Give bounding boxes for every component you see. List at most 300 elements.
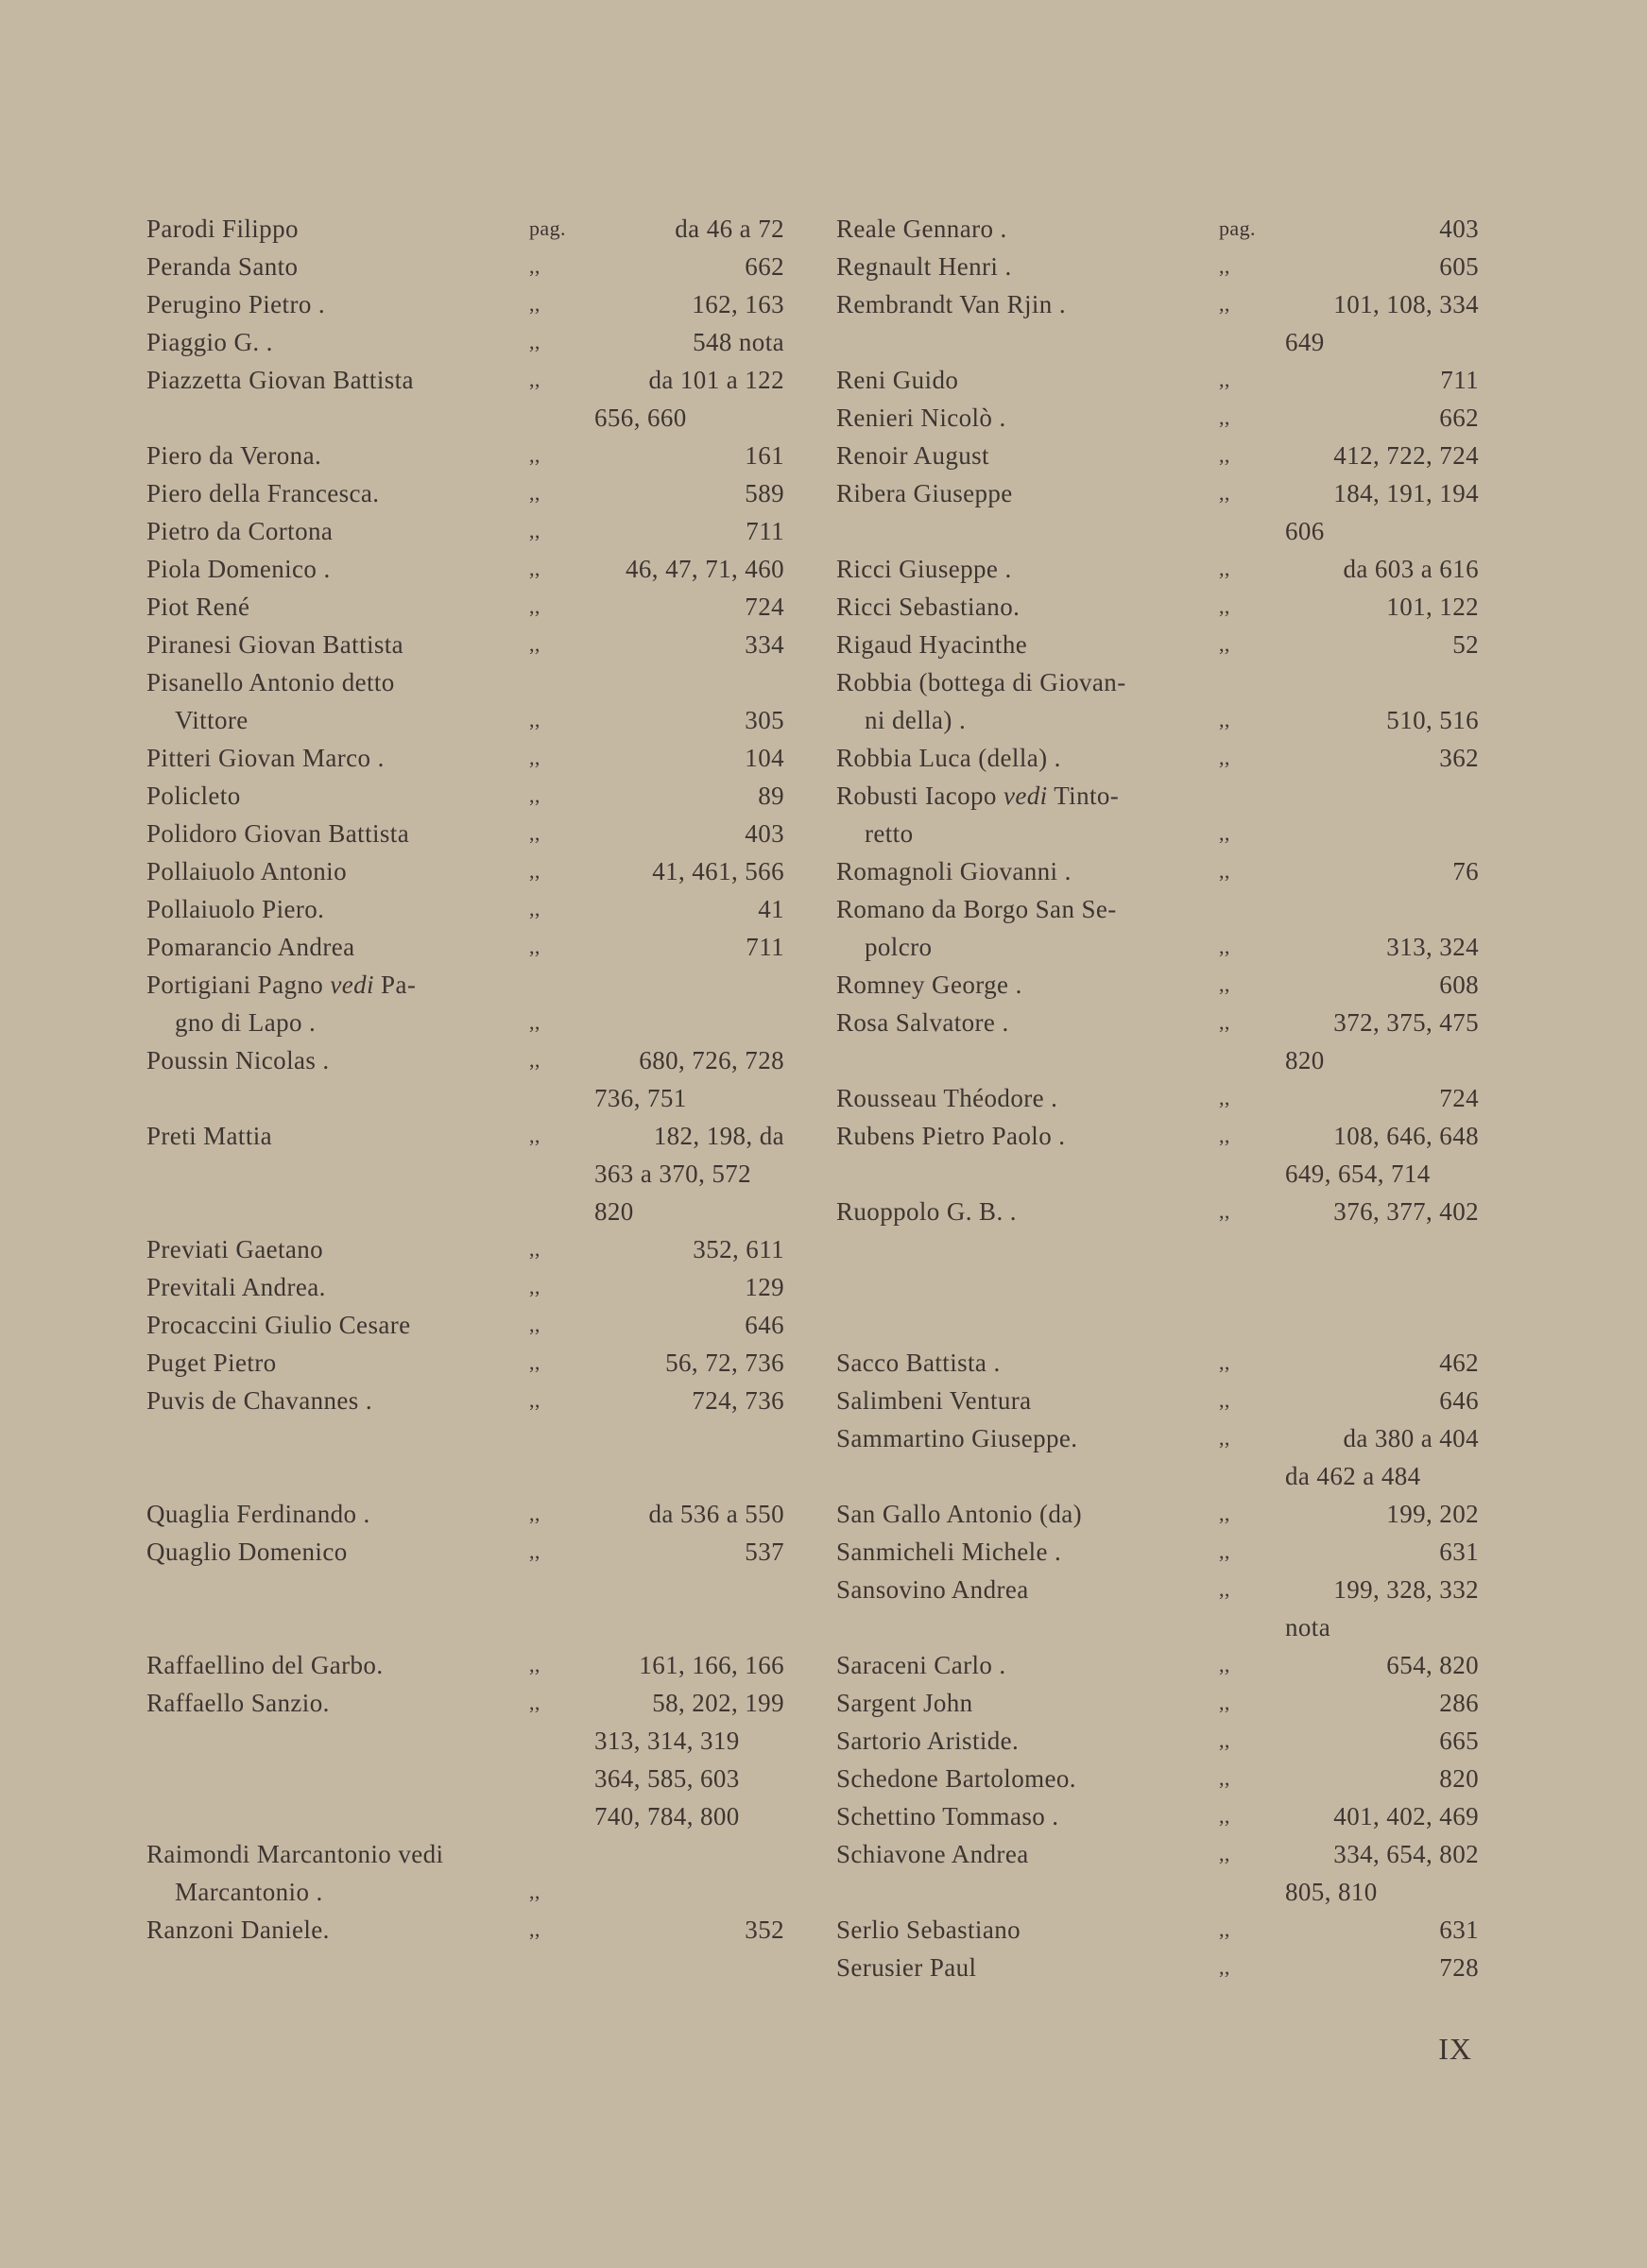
- entry-pages: 199, 328, 332: [1333, 1575, 1479, 1604]
- page-number: IX: [1438, 2032, 1472, 2066]
- entry-name: Piero da Verona.: [146, 441, 322, 470]
- entry-pages: 334: [745, 630, 784, 659]
- entry-name: Schettino Tommaso .: [836, 1802, 1059, 1830]
- entry-name: Quaglio Domenico: [146, 1538, 348, 1566]
- index-entry: [836, 1382, 1479, 1419]
- index-entry: [146, 966, 784, 1004]
- index-spacer: [146, 1419, 784, 1457]
- index-spacer: [146, 1457, 784, 1495]
- entry-name: Robusti Iacopo vedi Tinto-: [836, 782, 1120, 810]
- entry-pages: 372, 375, 475: [1333, 1008, 1479, 1037]
- entry-name: Sammartino Giuseppe.: [836, 1424, 1078, 1452]
- entry-pages: 104: [745, 744, 784, 772]
- index-spacer: [836, 1306, 1479, 1344]
- index-entry: [836, 701, 1479, 739]
- index-entry: [146, 1835, 784, 1873]
- entry-name: Raimondi Marcantonio vedi: [146, 1840, 444, 1868]
- entry-pages: 403: [745, 819, 784, 848]
- ditto-mark: ,,: [529, 1917, 540, 1941]
- index-entry: [836, 739, 1479, 777]
- index-entry: [836, 1117, 1479, 1155]
- entry-pages: 305: [745, 706, 784, 734]
- entry-name: polcro: [865, 933, 933, 961]
- index-entry: [146, 1646, 784, 1684]
- entry-pages: 740, 784, 800: [594, 1802, 740, 1830]
- entry-name: Schedone Bartolomeo.: [836, 1764, 1076, 1793]
- entry-pages: 605: [1439, 252, 1479, 281]
- ditto-mark: ,,: [1219, 821, 1230, 845]
- index-entry: [836, 399, 1479, 437]
- entry-pages: 286: [1439, 1689, 1479, 1717]
- index-entry: [836, 1155, 1479, 1193]
- index-entry: [836, 1344, 1479, 1382]
- entry-pages: 363 a 370, 572: [594, 1160, 752, 1188]
- ditto-mark: ,,: [529, 443, 540, 467]
- ditto-mark: ,,: [529, 1237, 540, 1261]
- index-entry: [146, 361, 784, 399]
- index-entry: [146, 1533, 784, 1571]
- ditto-mark: ,,: [1219, 1502, 1230, 1525]
- ditto-mark: ,,: [1219, 405, 1230, 429]
- index-entry: [836, 1835, 1479, 1873]
- index-entry: [146, 550, 784, 588]
- index-entry: [836, 1684, 1479, 1722]
- entry-pages: 631: [1439, 1538, 1479, 1566]
- entry-name: Ruoppolo G. B. .: [836, 1197, 1017, 1226]
- index-entry: [146, 928, 784, 966]
- ditto-mark: ,,: [529, 1880, 540, 1903]
- ditto-mark: pag.: [1219, 216, 1256, 240]
- ditto-mark: ,,: [529, 746, 540, 769]
- index-column-right: [836, 210, 1479, 1986]
- ditto-mark: ,,: [1219, 1350, 1230, 1374]
- ditto-mark: ,,: [1219, 1766, 1230, 1790]
- entry-pages: 631: [1439, 1916, 1479, 1944]
- entry-name: Previtali Andrea.: [146, 1273, 326, 1301]
- entry-name: Sansovino Andrea: [836, 1575, 1029, 1604]
- index-entry: [836, 1193, 1479, 1230]
- ditto-mark: ,,: [1219, 1577, 1230, 1601]
- ditto-mark: ,,: [529, 594, 540, 618]
- index-entry: [836, 777, 1479, 815]
- index-entry: [146, 1797, 784, 1835]
- ditto-mark: ,,: [529, 557, 540, 580]
- entry-pages: 662: [745, 252, 784, 281]
- ditto-mark: ,,: [529, 1388, 540, 1412]
- entry-pages: 462: [1439, 1349, 1479, 1377]
- entry-name: Sanmicheli Michele .: [836, 1538, 1062, 1566]
- ditto-mark: ,,: [1219, 972, 1230, 996]
- index-entry: [836, 626, 1479, 663]
- entry-name: Serusier Paul: [836, 1953, 977, 1982]
- entry-pages: 313, 324: [1386, 933, 1479, 961]
- ditto-mark: ,,: [1219, 1955, 1230, 1979]
- entry-pages: 665: [1439, 1727, 1479, 1755]
- entry-name: Reni Guido: [836, 366, 959, 394]
- entry-name: Portigiani Pagno vedi Pa-: [146, 971, 417, 999]
- ditto-mark: ,,: [1219, 1804, 1230, 1828]
- index-entry: [836, 1949, 1479, 1986]
- entry-pages: 352, 611: [693, 1235, 784, 1263]
- index-entry: [146, 399, 784, 437]
- entry-pages: 46, 47, 71, 460: [626, 555, 784, 583]
- entry-pages: 711: [746, 517, 784, 545]
- ditto-mark: ,,: [529, 897, 540, 920]
- index-entry: [146, 777, 784, 815]
- ditto-mark: ,,: [529, 783, 540, 807]
- entry-name: Ranzoni Daniele.: [146, 1916, 330, 1944]
- entry-pages: 129: [745, 1273, 784, 1301]
- entry-name: Raffaellino del Garbo.: [146, 1651, 384, 1679]
- index-entry: [836, 1911, 1479, 1949]
- index-entry: [836, 1004, 1479, 1041]
- entry-pages: 724, 736: [692, 1386, 784, 1415]
- entry-name: Piero della Francesca.: [146, 479, 380, 507]
- ditto-mark: ,,: [529, 1313, 540, 1336]
- entry-name: Ricci Sebastiano.: [836, 593, 1021, 621]
- index-entry: [836, 361, 1479, 399]
- entry-name: Poussin Nicolas .: [146, 1046, 330, 1074]
- entry-pages: 352: [745, 1916, 784, 1944]
- ditto-mark: ,,: [1219, 1086, 1230, 1109]
- entry-name: Piazzetta Giovan Battista: [146, 366, 414, 394]
- entry-pages: 646: [1439, 1386, 1479, 1415]
- index-entry: [836, 512, 1479, 550]
- entry-pages: 161, 166, 166: [639, 1651, 784, 1679]
- index-entry: [146, 1760, 784, 1797]
- ditto-mark: ,,: [529, 821, 540, 845]
- index-entry: [146, 323, 784, 361]
- index-entry: [146, 1873, 784, 1911]
- entry-name: Pollaiuolo Antonio: [146, 857, 347, 885]
- ditto-mark: ,,: [529, 1653, 540, 1676]
- index-entry: [836, 1873, 1479, 1911]
- entry-pages: 656, 660: [594, 404, 687, 432]
- index-entry: [146, 663, 784, 701]
- index-entry: [836, 285, 1479, 323]
- entry-pages: 649: [1285, 328, 1325, 356]
- entry-name: Preti Mattia: [146, 1122, 273, 1150]
- entry-pages: 728: [1439, 1953, 1479, 1982]
- index-entry: [836, 852, 1479, 890]
- entry-name: Serlio Sebastiano: [836, 1916, 1021, 1944]
- entry-pages: 401, 402, 469: [1333, 1802, 1479, 1830]
- entry-pages: 662: [1439, 404, 1479, 432]
- index-entry: [836, 1797, 1479, 1835]
- entry-name: Romano da Borgo San Se-: [836, 895, 1117, 923]
- ditto-mark: pag.: [529, 216, 566, 240]
- entry-pages: 820: [594, 1197, 634, 1226]
- ditto-mark: ,,: [1219, 1426, 1230, 1450]
- entry-pages: 182, 198, da: [653, 1122, 784, 1150]
- index-entry: [836, 323, 1479, 361]
- index-entry: [146, 1268, 784, 1306]
- entry-pages: 711: [1440, 366, 1479, 394]
- ditto-mark: ,,: [1219, 1917, 1230, 1941]
- entry-pages: 364, 585, 603: [594, 1764, 740, 1793]
- ditto-mark: ,,: [1219, 254, 1230, 278]
- ditto-mark: ,,: [1219, 1653, 1230, 1676]
- ditto-mark: ,,: [1219, 746, 1230, 769]
- ditto-mark: ,,: [529, 1275, 540, 1298]
- ditto-mark: ,,: [1219, 557, 1230, 580]
- entry-name: Rousseau Théodore .: [836, 1084, 1058, 1112]
- ditto-mark: ,,: [529, 708, 540, 731]
- entry-name: Piot René: [146, 593, 250, 621]
- ditto-mark: ,,: [1219, 594, 1230, 618]
- ditto-mark: ,,: [529, 1502, 540, 1525]
- entry-name: Piaggio G. .: [146, 328, 273, 356]
- index-entry: [146, 701, 784, 739]
- ditto-mark: ,,: [529, 1010, 540, 1034]
- entry-pages: da 380 a 404: [1343, 1424, 1479, 1452]
- index-spacer: [146, 1608, 784, 1646]
- index-entry: [146, 1382, 784, 1419]
- index-entry: [146, 1117, 784, 1155]
- ditto-mark: ,,: [1219, 859, 1230, 883]
- index-entry: [836, 1079, 1479, 1117]
- index-entry: [836, 550, 1479, 588]
- index-column-left: [146, 210, 784, 1949]
- index-entry: [146, 1495, 784, 1533]
- index-entry: [836, 1760, 1479, 1797]
- index-entry: [146, 1230, 784, 1268]
- entry-pages: 412, 722, 724: [1333, 441, 1479, 470]
- entry-name: Pitteri Giovan Marco .: [146, 744, 385, 772]
- ditto-mark: ,,: [529, 1124, 540, 1147]
- index-entry: [836, 474, 1479, 512]
- index-entry: [146, 852, 784, 890]
- index-entry: [836, 1495, 1479, 1533]
- ditto-mark: ,,: [1219, 1010, 1230, 1034]
- entry-name: Pomarancio Andrea: [146, 933, 355, 961]
- ditto-mark: ,,: [529, 1691, 540, 1714]
- entry-pages: 606: [1285, 517, 1325, 545]
- index-entry: [836, 1646, 1479, 1684]
- index-entry: [146, 1722, 784, 1760]
- entry-pages: 680, 726, 728: [639, 1046, 784, 1074]
- index-entry: [146, 1155, 784, 1193]
- entry-name: Romagnoli Giovanni .: [836, 857, 1072, 885]
- index-entry: [146, 1004, 784, 1041]
- entry-pages: 334, 654, 802: [1333, 1840, 1479, 1868]
- ditto-mark: ,,: [529, 292, 540, 316]
- entry-pages: 101, 108, 334: [1333, 290, 1479, 318]
- ditto-mark: ,,: [529, 859, 540, 883]
- entry-name: Vittore: [175, 706, 249, 734]
- index-entry: [836, 1041, 1479, 1079]
- entry-pages: 805, 810: [1285, 1878, 1378, 1906]
- index-entry: [146, 512, 784, 550]
- ditto-mark: ,,: [1219, 708, 1230, 731]
- entry-name: Robbia Luca (della) .: [836, 744, 1061, 772]
- index-spacer: [836, 1230, 1479, 1268]
- entry-pages: 313, 314, 319: [594, 1727, 740, 1755]
- entry-pages: 608: [1439, 971, 1479, 999]
- entry-pages: da 536 a 550: [648, 1500, 784, 1528]
- entry-name: Ricci Giuseppe .: [836, 555, 1012, 583]
- entry-pages: 724: [1439, 1084, 1479, 1112]
- index-entry: [836, 210, 1479, 248]
- ditto-mark: ,,: [529, 481, 540, 505]
- index-entry: [146, 437, 784, 474]
- entry-name: Renoir August: [836, 441, 989, 470]
- entry-name: Perugino Pietro .: [146, 290, 326, 318]
- entry-name: Polidoro Giovan Battista: [146, 819, 410, 848]
- entry-pages: 736, 751: [594, 1084, 687, 1112]
- index-entry: [836, 1533, 1479, 1571]
- entry-name: Renieri Nicolò .: [836, 404, 1006, 432]
- ditto-mark: ,,: [529, 519, 540, 542]
- entry-name: Schiavone Andrea: [836, 1840, 1029, 1868]
- ditto-mark: ,,: [1219, 1199, 1230, 1223]
- entry-pages: 589: [745, 479, 784, 507]
- index-entry: [836, 1419, 1479, 1457]
- entry-name: Policleto: [146, 782, 241, 810]
- entry-name: Parodi Filippo: [146, 215, 299, 243]
- entry-name: Procaccini Giulio Cesare: [146, 1311, 411, 1339]
- entry-pages: 76: [1452, 857, 1479, 885]
- entry-name: Marcantonio .: [175, 1878, 323, 1906]
- ditto-mark: ,,: [1219, 1842, 1230, 1865]
- index-entry: [146, 285, 784, 323]
- index-entry: [146, 1344, 784, 1382]
- entry-name: Romney George .: [836, 971, 1022, 999]
- entry-pages: nota: [1285, 1613, 1331, 1641]
- index-entry: [836, 1457, 1479, 1495]
- entry-name: Rembrandt Van Rjin .: [836, 290, 1066, 318]
- entry-pages: da 101 a 122: [648, 366, 784, 394]
- entry-name: Previati Gaetano: [146, 1235, 324, 1263]
- entry-name: Pietro da Cortona: [146, 517, 334, 545]
- index-entry: [836, 966, 1479, 1004]
- index-entry: [836, 437, 1479, 474]
- index-entry: [836, 815, 1479, 852]
- ditto-mark: ,,: [1219, 1728, 1230, 1752]
- index-entry: [146, 1306, 784, 1344]
- index-spacer: [146, 1571, 784, 1608]
- entry-pages: 41, 461, 566: [652, 857, 784, 885]
- entry-pages: 162, 163: [692, 290, 784, 318]
- entry-pages: 184, 191, 194: [1333, 479, 1479, 507]
- index-spacer: [836, 1268, 1479, 1306]
- entry-name: Pollaiuolo Piero.: [146, 895, 325, 923]
- index-entry: [146, 1193, 784, 1230]
- ditto-mark: ,,: [1219, 935, 1230, 958]
- entry-name: Puvis de Chavannes .: [146, 1386, 372, 1415]
- entry-name: Pisanello Antonio detto: [146, 668, 395, 696]
- index-entry: [836, 1571, 1479, 1608]
- entry-name: Ribera Giuseppe: [836, 479, 1013, 507]
- entry-pages: 161: [745, 441, 784, 470]
- ditto-mark: ,,: [529, 935, 540, 958]
- index-entry: [146, 588, 784, 626]
- entry-name: Quaglia Ferdinando .: [146, 1500, 370, 1528]
- entry-name: San Gallo Antonio (da): [836, 1500, 1083, 1528]
- index-entry: [146, 1684, 784, 1722]
- ditto-mark: ,,: [1219, 1388, 1230, 1412]
- index-entry: [836, 248, 1479, 285]
- ditto-mark: ,,: [1219, 1539, 1230, 1563]
- entry-pages: 724: [745, 593, 784, 621]
- entry-pages: da 46 a 72: [675, 215, 784, 243]
- entry-name: Reale Gennaro .: [836, 215, 1007, 243]
- index-entry: [836, 663, 1479, 701]
- index-entry: [146, 474, 784, 512]
- entry-pages: 654, 820: [1386, 1651, 1479, 1679]
- entry-name: Rigaud Hyacinthe: [836, 630, 1028, 659]
- entry-pages: 820: [1439, 1764, 1479, 1793]
- entry-name: Sargent John: [836, 1689, 973, 1717]
- index-entry: [836, 1608, 1479, 1646]
- index-entry: [146, 210, 784, 248]
- ditto-mark: ,,: [1219, 368, 1230, 391]
- index-entry: [146, 890, 784, 928]
- entry-pages: 108, 646, 648: [1333, 1122, 1479, 1150]
- entry-pages: 52: [1452, 630, 1479, 659]
- ditto-mark: ,,: [529, 330, 540, 353]
- ditto-mark: ,,: [529, 368, 540, 391]
- ditto-mark: ,,: [529, 254, 540, 278]
- entry-name: Saraceni Carlo .: [836, 1651, 1006, 1679]
- ditto-mark: ,,: [1219, 481, 1230, 505]
- entry-name: Sacco Battista .: [836, 1349, 1001, 1377]
- entry-name: Rubens Pietro Paolo .: [836, 1122, 1066, 1150]
- entry-name: Raffaello Sanzio.: [146, 1689, 330, 1717]
- index-entry: [836, 1722, 1479, 1760]
- entry-pages: 510, 516: [1386, 706, 1479, 734]
- ditto-mark: ,,: [529, 1539, 540, 1563]
- index-entry: [836, 928, 1479, 966]
- entry-name: Robbia (bottega di Giovan-: [836, 668, 1126, 696]
- entry-pages: da 603 a 616: [1343, 555, 1479, 583]
- ditto-mark: ,,: [1219, 632, 1230, 656]
- entry-name: Regnault Henri .: [836, 252, 1012, 281]
- index-entry: [836, 890, 1479, 928]
- entry-pages: 403: [1439, 215, 1479, 243]
- entry-name: ni della) .: [865, 706, 967, 734]
- entry-name: retto: [865, 819, 914, 848]
- entry-name: Piola Domenico .: [146, 555, 331, 583]
- entry-pages: 199, 202: [1386, 1500, 1479, 1528]
- entry-name: Salimbeni Ventura: [836, 1386, 1032, 1415]
- entry-name: Puget Pietro: [146, 1349, 277, 1377]
- entry-pages: 649, 654, 714: [1285, 1160, 1431, 1188]
- ditto-mark: ,,: [1219, 292, 1230, 316]
- index-entry: [146, 815, 784, 852]
- entry-pages: 101, 122: [1386, 593, 1479, 621]
- entry-pages: 41: [758, 895, 784, 923]
- entry-name: Sartorio Aristide.: [836, 1727, 1020, 1755]
- entry-pages: 89: [758, 782, 784, 810]
- entry-pages: 711: [746, 933, 784, 961]
- entry-pages: 362: [1439, 744, 1479, 772]
- index-entry: [146, 1041, 784, 1079]
- ditto-mark: ,,: [1219, 1691, 1230, 1714]
- entry-pages: 56, 72, 736: [665, 1349, 784, 1377]
- entry-pages: 820: [1285, 1046, 1325, 1074]
- entry-pages: 646: [745, 1311, 784, 1339]
- entry-name: Peranda Santo: [146, 252, 299, 281]
- ditto-mark: ,,: [529, 1048, 540, 1072]
- ditto-mark: ,,: [1219, 1124, 1230, 1147]
- entry-pages: 548 nota: [693, 328, 784, 356]
- index-entry: [146, 248, 784, 285]
- ditto-mark: ,,: [529, 1350, 540, 1374]
- ditto-mark: ,,: [1219, 443, 1230, 467]
- entry-name: Rosa Salvatore .: [836, 1008, 1009, 1037]
- ditto-mark: ,,: [529, 632, 540, 656]
